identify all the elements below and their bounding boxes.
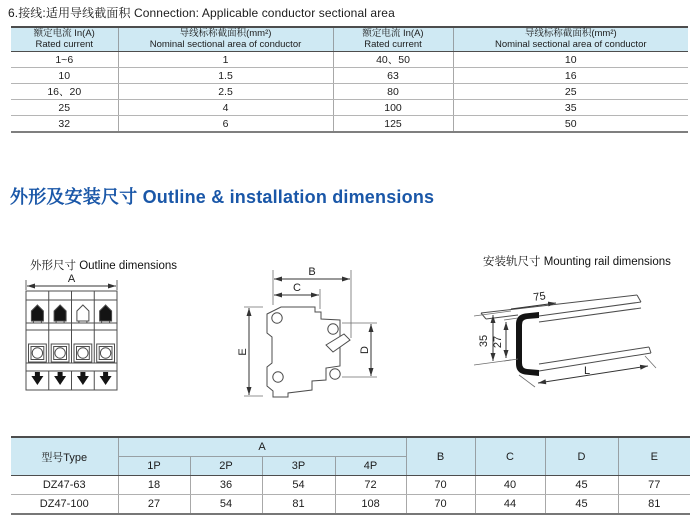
- table-cell: 100: [333, 100, 453, 116]
- dim-label-27: 27: [492, 335, 504, 349]
- conductor-table-wrap: [11, 26, 688, 133]
- header-en: Nominal sectional area of conductor: [149, 38, 302, 50]
- type-dimension-table: [11, 436, 690, 515]
- column-header-1p: 1P: [118, 457, 190, 476]
- table-cell: 45: [545, 476, 618, 495]
- dim-label-l: L: [583, 365, 591, 377]
- table-cell: 25: [11, 100, 118, 116]
- dim-label-b: B: [308, 266, 316, 278]
- table-cell: 1.5: [118, 68, 333, 84]
- dim-label-35: 35: [478, 334, 490, 348]
- dim-label-75: 75: [532, 290, 547, 304]
- column-header-e: E: [618, 437, 690, 476]
- rail-cross-section: [516, 312, 539, 376]
- table-cell: 4: [118, 100, 333, 116]
- table-cell: 77: [618, 476, 690, 495]
- column-header-4p: 4P: [335, 457, 406, 476]
- type-cell: DZ47-100: [39, 498, 89, 510]
- type-dimension-table-wrap: [11, 436, 690, 515]
- column-header: [453, 27, 688, 52]
- table-cell: 10: [453, 52, 688, 68]
- mounting-rail-label: 安装轨尺寸 Mounting rail dimensions: [483, 256, 671, 268]
- table-cell: 16: [453, 68, 688, 84]
- column-header: [118, 27, 333, 52]
- table-header-row: [11, 27, 688, 52]
- header-zh: 导线标称截面积(mm²): [524, 28, 617, 39]
- outline-dimensions-label: 外形尺寸 Outline dimensions: [30, 260, 177, 272]
- dimension-diagrams: [0, 250, 700, 435]
- conductor-table: [11, 26, 688, 133]
- table-cell: 18: [118, 476, 190, 495]
- table-row: [11, 495, 690, 515]
- table-cell: 70: [406, 476, 475, 495]
- column-header: [11, 27, 118, 52]
- table-cell: 16、20: [11, 84, 118, 100]
- column-header-d: D: [545, 437, 618, 476]
- table-cell: 54: [262, 476, 335, 495]
- header-en: Rated current: [364, 38, 422, 50]
- table-cell: 27: [118, 495, 190, 515]
- column-header-c: C: [475, 437, 545, 476]
- header-en: Rated current: [35, 38, 94, 50]
- dim-label-e: E: [237, 348, 249, 356]
- table-cell: 50: [453, 116, 688, 133]
- side-view-diagram: [244, 270, 377, 397]
- table-cell: 80: [333, 84, 453, 100]
- table-cell: 44: [475, 495, 545, 515]
- table-cell: 54: [190, 495, 262, 515]
- dim-label-d: D: [359, 346, 371, 354]
- table-cell: 32: [58, 117, 71, 130]
- table-cell: 35: [453, 100, 688, 116]
- table-cell: 81: [262, 495, 335, 515]
- column-header-2p: 2P: [190, 457, 262, 476]
- table-cell: 2.5: [118, 84, 333, 100]
- header-zh: 额定电流 In(A): [33, 28, 95, 39]
- table-cell: 70: [406, 495, 475, 515]
- column-header-3p: 3P: [262, 457, 335, 476]
- table-cell: 10: [11, 68, 118, 84]
- table-cell: 25: [453, 84, 688, 100]
- table-header-row: [11, 437, 690, 457]
- table-cell: 36: [190, 476, 262, 495]
- outline-section-heading: 外形及安装尺寸 Outline & installation dimensions: [10, 187, 435, 207]
- column-header-a: A: [118, 437, 406, 457]
- column-header-b: B: [406, 437, 475, 476]
- header-zh: 导线标称截面积(mm²): [179, 28, 272, 39]
- column-header: [333, 27, 453, 52]
- table-cell: 40: [475, 476, 545, 495]
- table-cell: 40、50: [333, 52, 453, 68]
- column-header-type: 型号Type: [11, 437, 118, 476]
- type-cell: DZ47-63: [11, 476, 118, 495]
- table-cell: 1~6: [11, 52, 118, 68]
- table-cell: 1: [118, 52, 333, 68]
- table-cell: 72: [335, 476, 406, 495]
- table-cell: 81: [618, 495, 690, 515]
- table-row: [11, 116, 688, 133]
- table-cell: 63: [333, 68, 453, 84]
- header-zh: 额定电流 In(A): [362, 28, 424, 39]
- table-cell: 45: [545, 495, 618, 515]
- table-row: [11, 84, 688, 100]
- header-en: Nominal sectional area of conductor: [494, 38, 647, 50]
- table-cell: 6: [118, 116, 333, 133]
- table-row: [11, 68, 688, 84]
- table-cell: 125: [333, 116, 453, 133]
- table-row: [11, 100, 688, 116]
- table-cell: 108: [335, 495, 406, 515]
- table-row: [11, 476, 690, 495]
- dim-label-a: A: [67, 273, 76, 285]
- table-row: [11, 52, 688, 68]
- front-view-diagram: [26, 280, 117, 390]
- connection-section-title: 6.接线:适用导线截面积 Connection: Applicable conductor sectional area: [8, 6, 395, 20]
- dim-label-c: C: [293, 282, 301, 294]
